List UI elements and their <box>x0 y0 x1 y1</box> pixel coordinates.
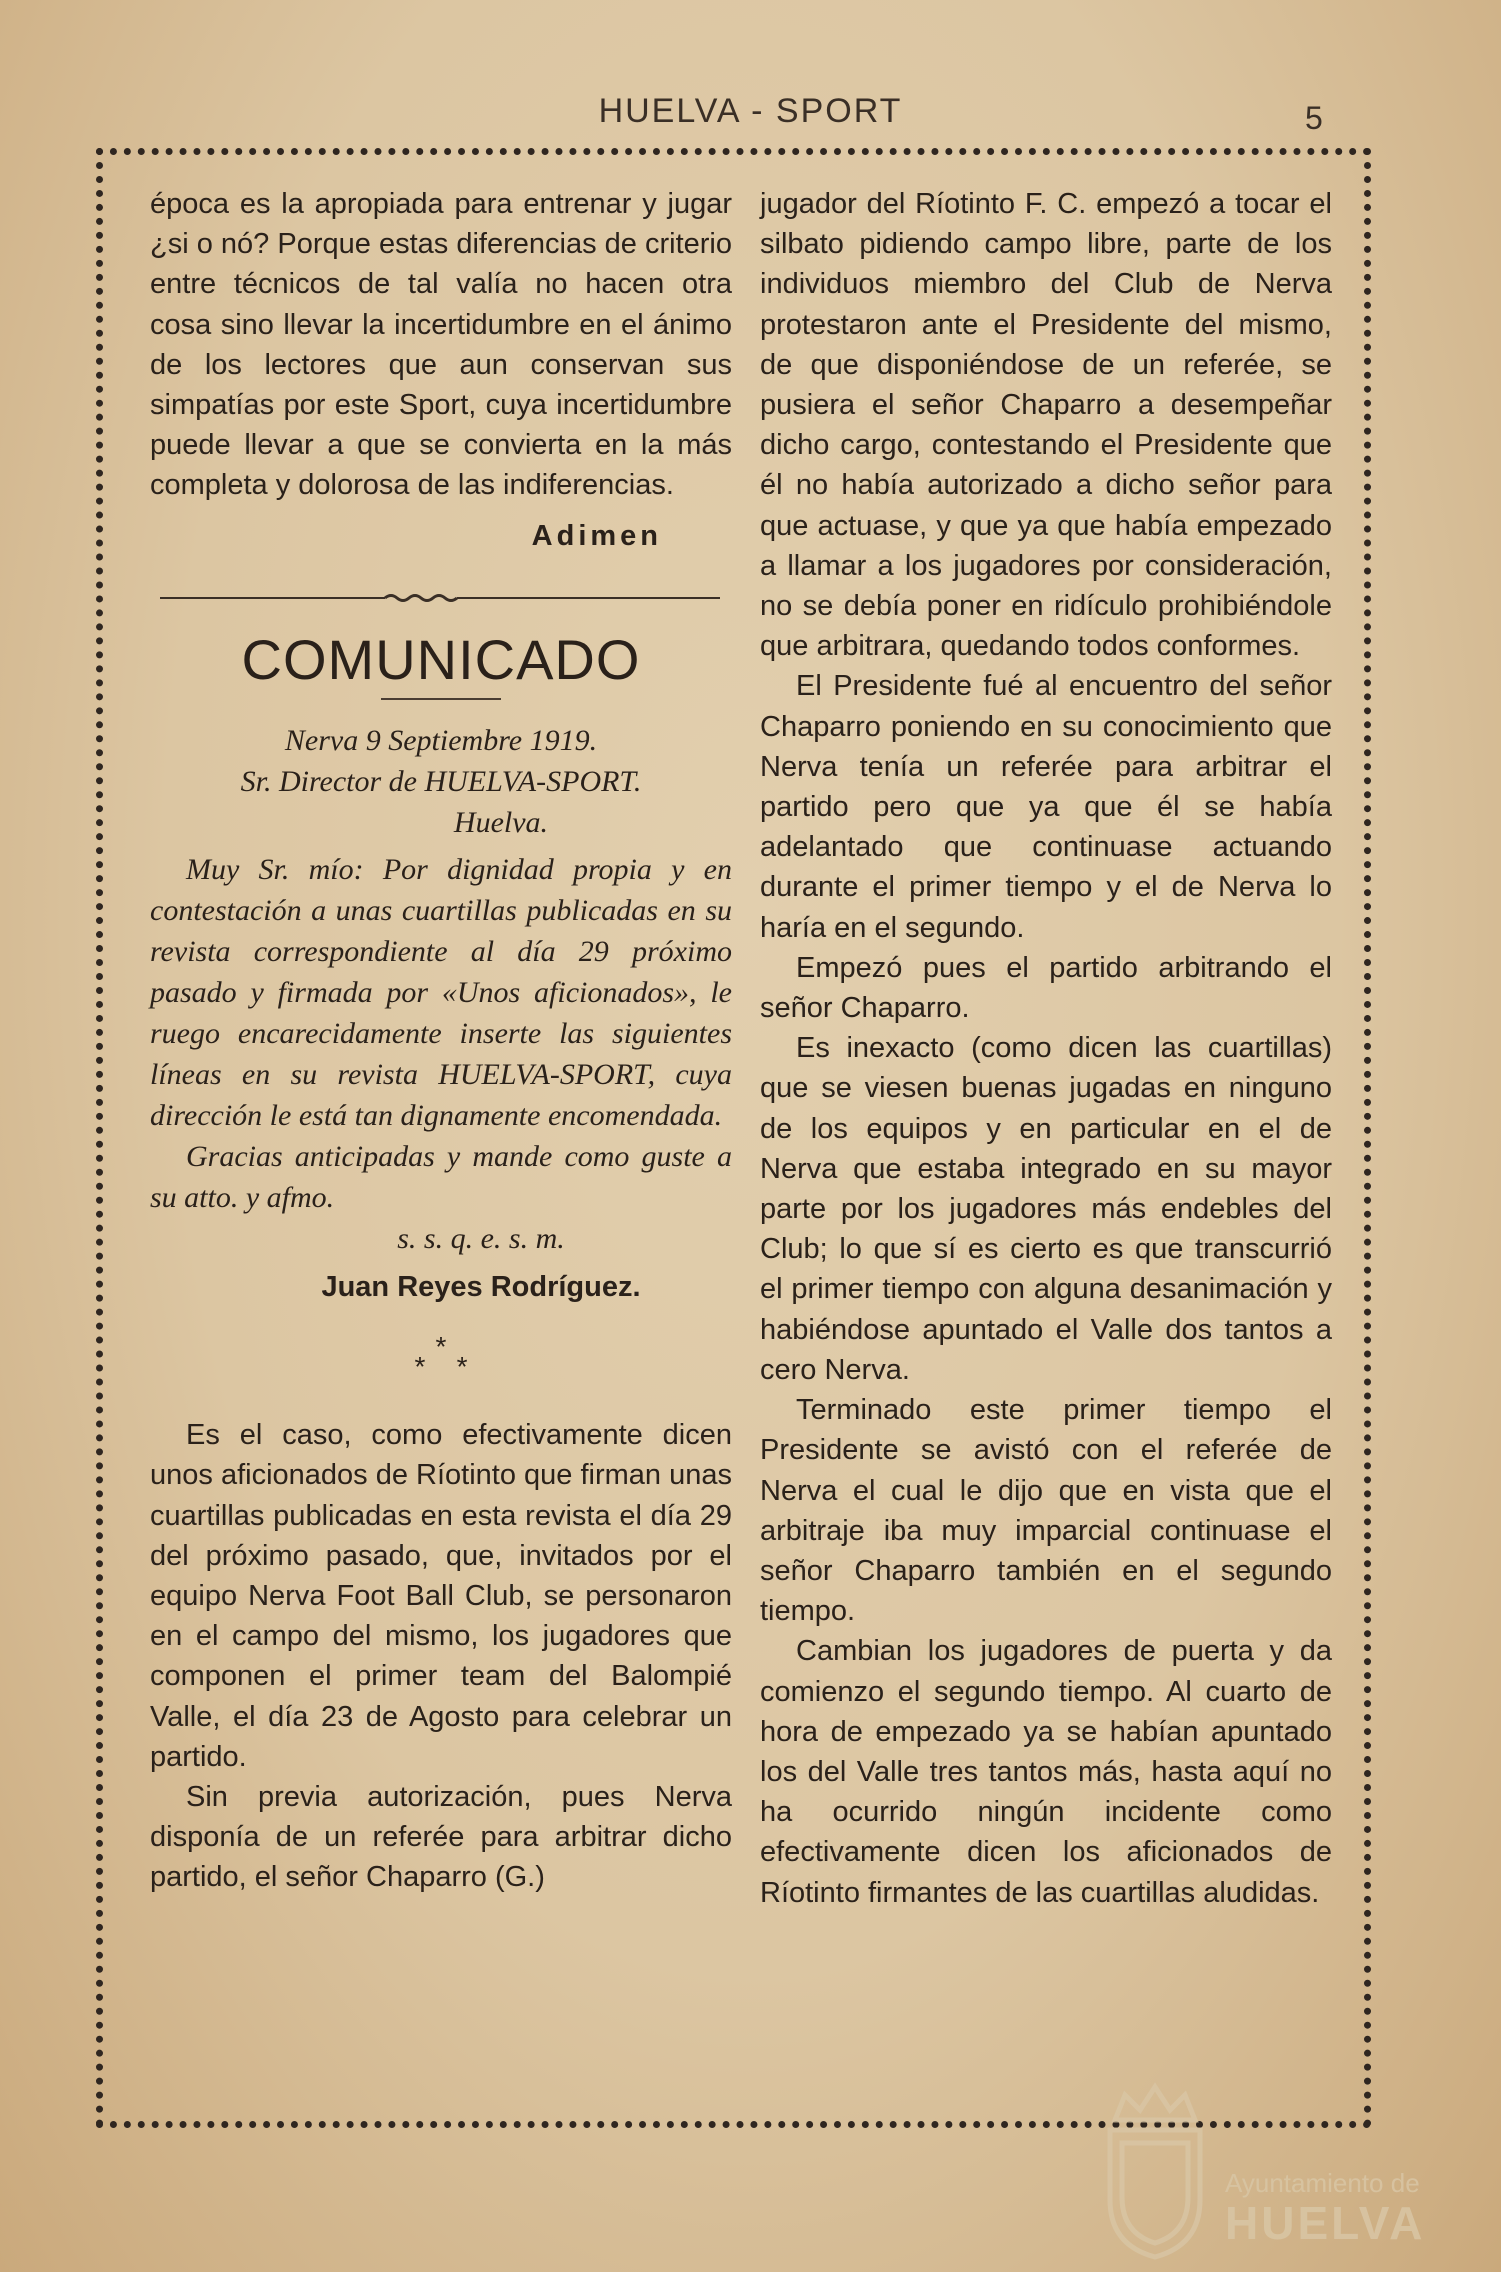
letter-body: Muy Sr. mío: Por dignidad propia y en contestación a unas cuartillas publicadas en su revista correspondiente al día 29 próximo pasado y firmada por «Unos aficionados», le ruego encarecidamente inserte las siguientes líneas en su revista HUELVA-SPORT, cuya dirección le está tan dignamente encomendada. <box>150 853 732 1133</box>
asterism-top-star: * <box>435 1331 447 1363</box>
asterism-left-star: * <box>414 1351 426 1383</box>
carryover-signature: Adimen <box>531 519 662 552</box>
body-paragraph: Es el caso, como efectivamente dicen unos aficionados de Ríotinto que firman unas cuartillas publicadas en esta revista el día 29 del próximo pasado, que, invitados por el equipo Nerva Foot Ball Club, se personaron en el campo del mismo, los jugadores que componen el primer team del Balompié Valle, el día 23 de Agosto para celebrar un partido. <box>150 1419 732 1773</box>
letter-date: Nerva 9 Septiembre 1919. <box>284 724 598 758</box>
right-column <box>760 184 1332 1913</box>
title-rule <box>381 698 501 700</box>
body-paragraph: Cambian los jugadores de puerta y da comienzo el segundo tiempo. Al cuarto de hora de empezado ya se habían apuntado los del Valle tres tantos más, hasta aquí no ha ocurrido ningún incidente como efectivamente dicen los aficionados de Ríotinto firmantes de las cuartillas aludidas. <box>760 1635 1332 1909</box>
body-paragraph: Terminado este primer tiempo el Presidente se avistó con el referée de Nerva el cual le dijo que en vista que el arbitraje iba muy imparcial continuase el señor Chaparro también en el segundo tiempo. <box>760 1394 1332 1628</box>
carryover-paragraph: época es la apropiada para entrenar y jugar ¿si o nó? Porque estas diferencias de criterio entre técnicos de tal valía no hacen otra cosa sino llevar la incertidumbre en el ánimo de los lectores que aun conservan sus simpatías por este Sport, cuya incertidumbre puede llevar a que se convierta en la más completa y dolorosa de las indiferencias. <box>150 188 732 502</box>
watermark-line-1: Ayuntamiento de <box>1225 2168 1420 2198</box>
body-paragraph: Sin previa autorización, pues Nerva disponía de un referée para arbitrar dicho partido, el señor Chaparro (G.) <box>150 1781 732 1894</box>
decorative-wave-rule <box>160 586 720 610</box>
body-paragraph: Es inexacto (como dicen las cuartillas) que se viesen buenas jugadas en ninguno de los equipos y en particular en el de Nerva que estaba integrado en su mayor parte por los jugadores más endebles del Club; lo que sí es cierto es que transcurrió el primer tiempo con alguna desanimación y habiéndose apuntado el Valle dos tantos a cero Nerva. <box>760 1032 1332 1386</box>
letter-city: Huelva. <box>453 806 549 840</box>
page-number: 5 <box>1305 100 1323 136</box>
running-head: HUELVA - SPORT <box>598 92 903 130</box>
letter-signature: Juan Reyes Rodríguez. <box>321 1271 641 1304</box>
letter-closing: s. s. q. e. s. m. <box>397 1222 565 1256</box>
left-column <box>150 184 732 1898</box>
asterism-right-star: * <box>456 1351 468 1383</box>
watermark-text <box>1225 2168 1425 2247</box>
letter-addressee: Sr. Director de HUELVA-SPORT. <box>240 765 642 799</box>
body-paragraph: jugador del Ríotinto F. C. empezó a tocar el silbato pidiendo campo libre, parte de los individuos miembro del Club de Nerva protestaron ante el Presidente del mismo, de que disponiéndose de un referée, se pusiera el señor Chaparro a desempeñar dicho cargo, contestando el Presidente que él no había autorizado a dicho señor para que actuase, y que ya que había empezado a llamar a los jugadores por consideración, no se debía poner en ridículo prohibiéndole que arbitrara, quedando todos conformes. <box>760 188 1332 663</box>
watermark-line-2: HUELVA <box>1225 2197 1426 2249</box>
body-paragraph: El Presidente fué al encuentro del señor Chaparro poniendo en su conocimiento que Nerva tenía un referée para arbitrar el partido pero que ya que él se había adelantado que continuase actuando durante el primer tiempo y el de Nerva lo haría en el segundo. <box>760 670 1332 944</box>
section-title: COMUNICADO <box>241 627 641 691</box>
body-paragraph: Empezó pues el partido arbitrando el señor Chaparro. <box>760 951 1332 1025</box>
asterism <box>150 1331 732 1383</box>
city-crest-watermark-icon <box>1090 2075 1220 2265</box>
letter-thanks: Gracias anticipadas y mande como guste a su atto. y afmo. <box>150 1140 732 1215</box>
